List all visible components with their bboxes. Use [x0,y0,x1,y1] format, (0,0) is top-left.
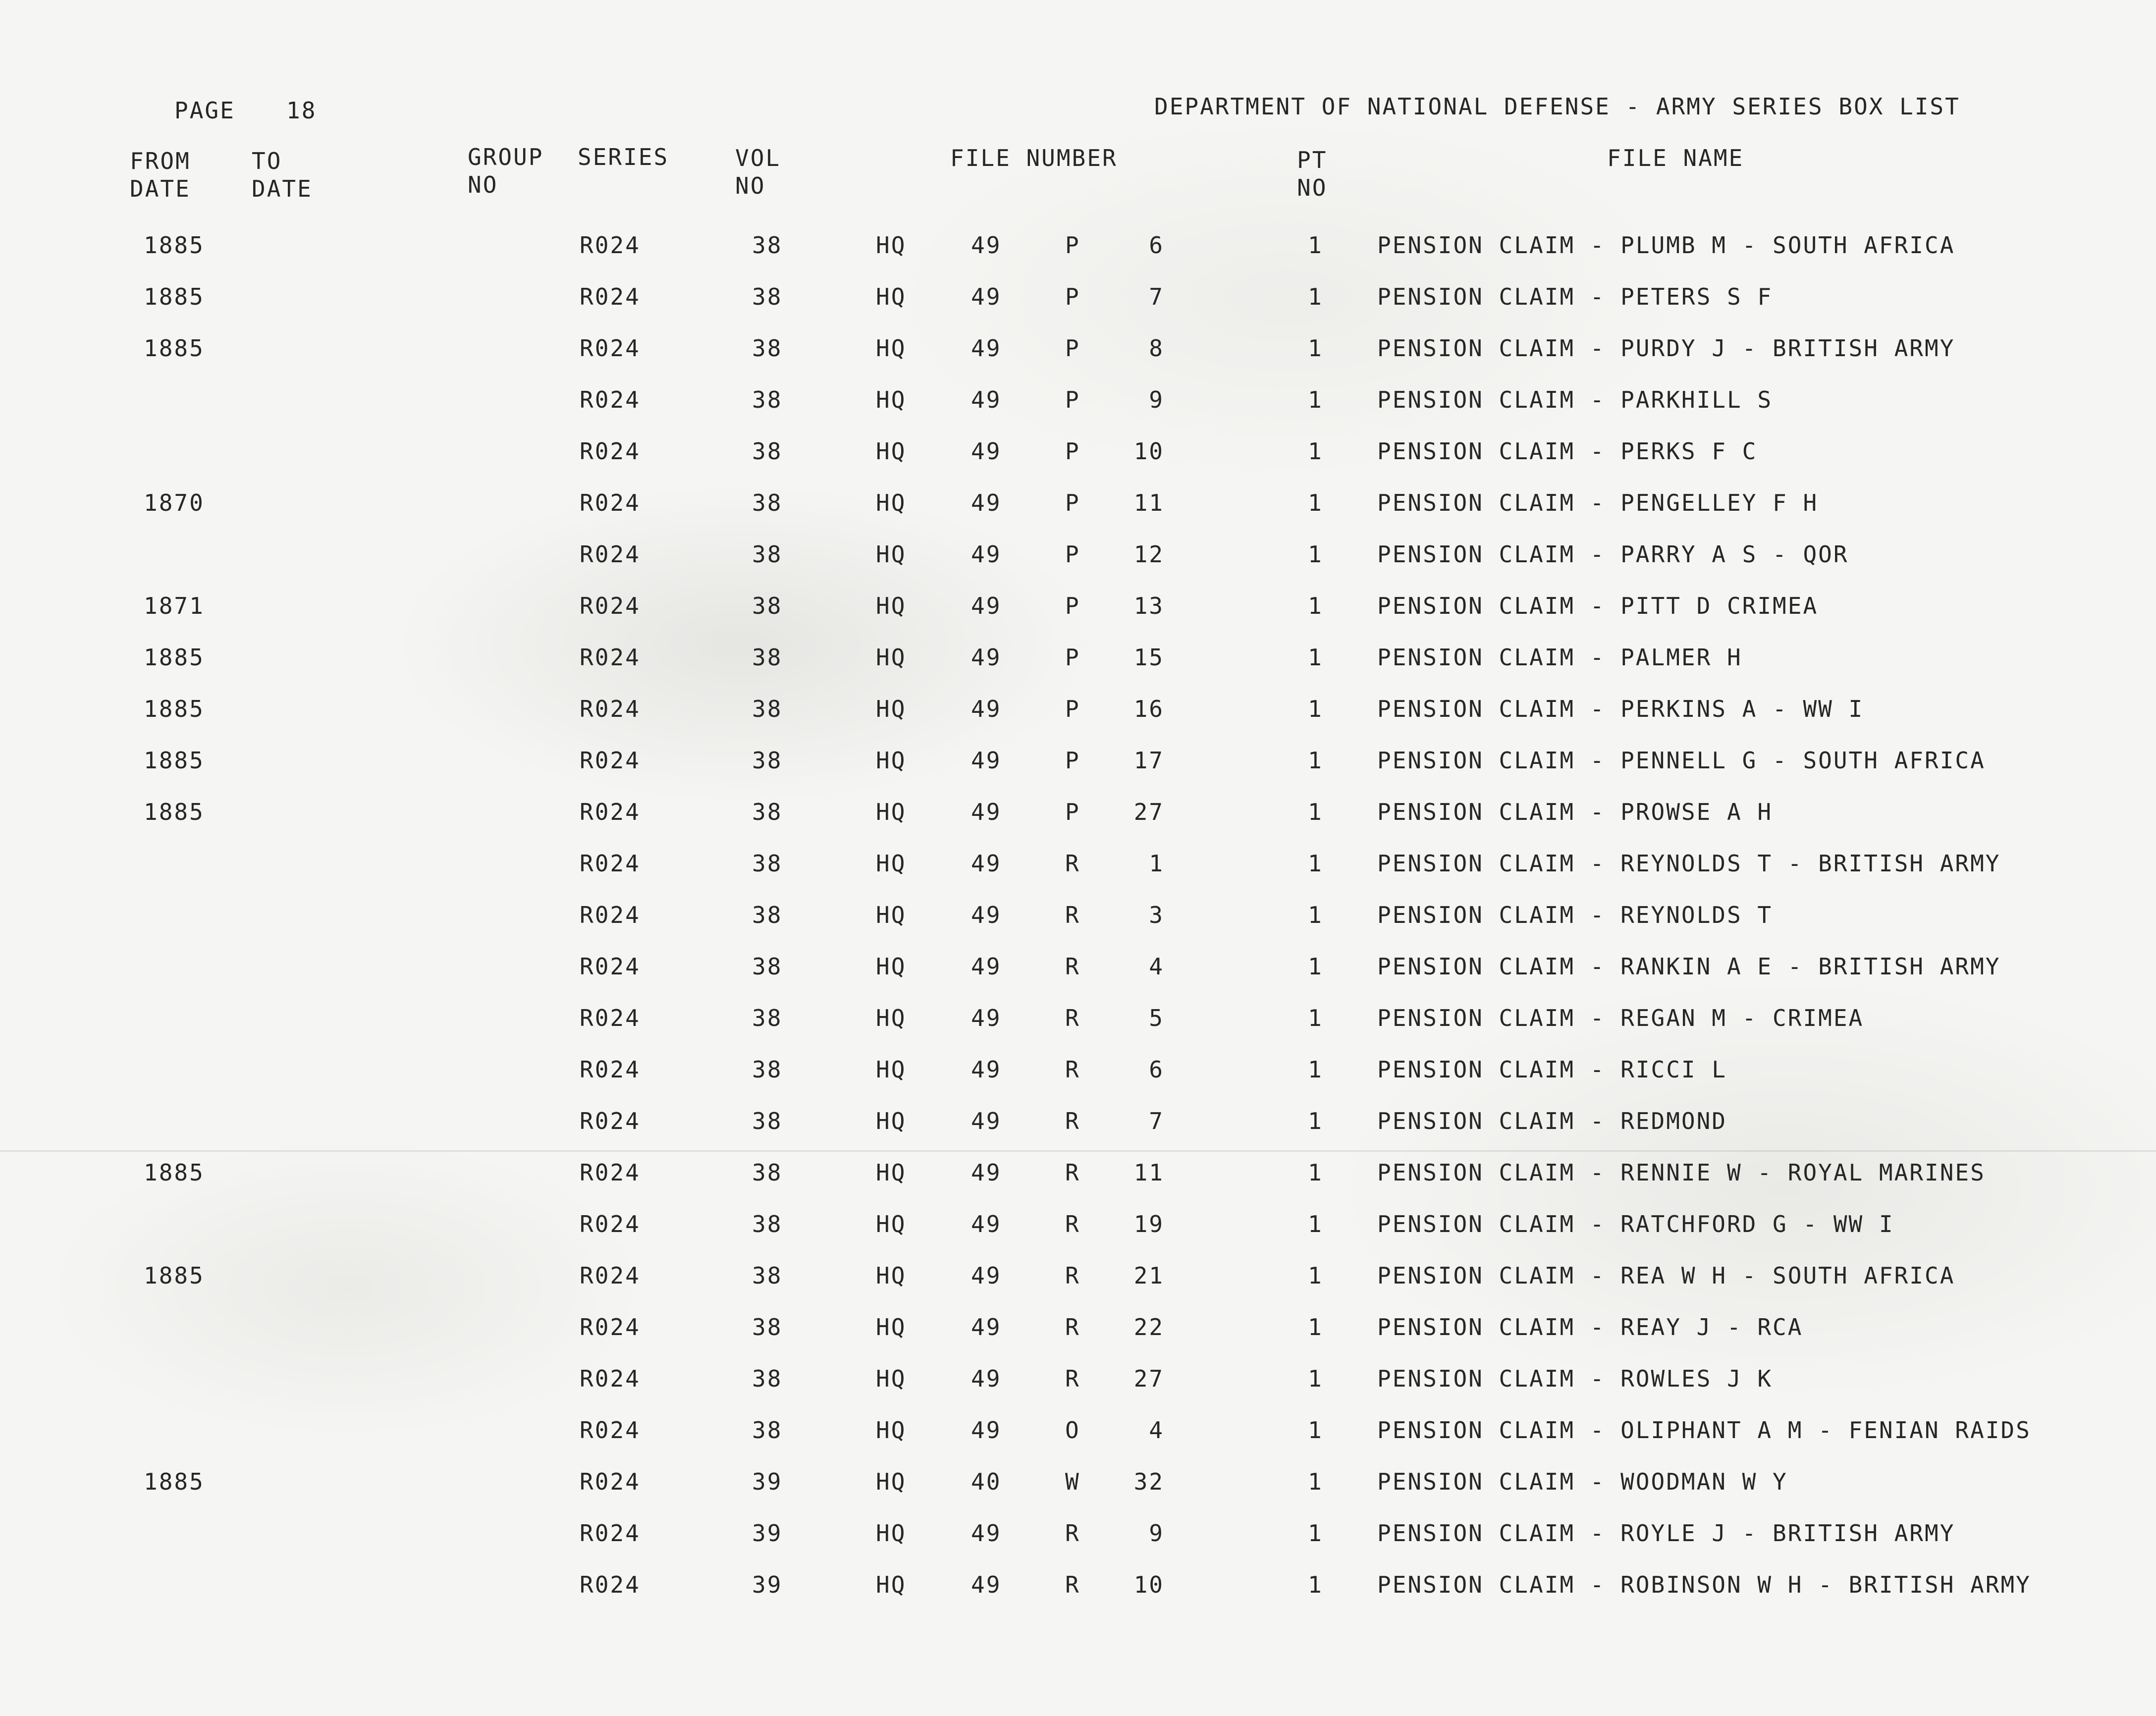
file-name-cell: PENSION CLAIM - WOODMAN W Y [1377,1468,1788,1495]
file-number-prefix-cell: HQ [876,592,907,619]
file-number-sequence-cell: 11 [1133,489,1164,516]
part-number-cell: 1 [1308,1211,1323,1237]
file-number-prefix-cell: HQ [876,696,907,722]
volume-cell: 38 [752,1417,783,1444]
file-name-cell: PENSION CLAIM - PERKINS A - WW I [1377,696,1864,722]
volume-cell: 38 [752,232,783,259]
volume-cell: 38 [752,850,783,877]
volume-cell: 38 [752,438,783,465]
file-number-prefix-cell: HQ [876,953,907,980]
part-number-cell: 1 [1308,489,1323,516]
table-row [0,995,2156,1046]
volume-cell: 38 [752,541,783,568]
column-header-group-no: GROUP NO [468,144,544,198]
file-number-block-cell: 49 [971,953,1002,980]
file-number-block-cell: 49 [971,1211,1002,1237]
table-row [0,1046,2156,1098]
series-cell: R024 [580,1005,641,1031]
volume-cell: 38 [752,386,783,413]
file-name-cell: PENSION CLAIM - REGAN M - CRIMEA [1377,1005,1864,1031]
part-number-cell: 1 [1308,953,1323,980]
file-name-cell: PENSION CLAIM - ROBINSON W H - BRITISH ARMY [1377,1571,2031,1598]
part-number-cell: 1 [1308,1365,1323,1392]
table-row [0,1252,2156,1304]
file-number-sequence-cell: 7 [1149,1108,1164,1134]
file-name-cell: PENSION CLAIM - RANKIN A E - BRITISH ARMY [1377,953,2001,980]
volume-cell: 38 [752,696,783,722]
file-number-prefix-cell: HQ [876,1056,907,1083]
file-name-cell: PENSION CLAIM - PURDY J - BRITISH ARMY [1377,335,1955,362]
volume-cell: 38 [752,1108,783,1134]
file-number-letter-cell: P [1065,541,1080,568]
file-number-block-cell: 49 [971,1056,1002,1083]
series-cell: R024 [580,232,641,259]
volume-cell: 38 [752,283,783,310]
file-name-cell: PENSION CLAIM - PARKHILL S [1377,386,1773,413]
file-name-cell: PENSION CLAIM - REYNOLDS T - BRITISH ARMY [1377,850,2001,877]
series-cell: R024 [580,644,641,671]
part-number-cell: 1 [1308,1108,1323,1134]
column-header-pt-no: PT NO [1297,147,1328,201]
file-number-sequence-cell: 8 [1149,335,1164,362]
file-number-letter-cell: P [1065,386,1080,413]
volume-cell: 38 [752,1262,783,1289]
file-number-prefix-cell: HQ [876,386,907,413]
file-number-sequence-cell: 16 [1133,696,1164,722]
part-number-cell: 1 [1308,850,1323,877]
part-number-cell: 1 [1308,438,1323,465]
table-row [0,480,2156,531]
file-number-prefix-cell: HQ [876,1211,907,1237]
from-date-cell: 1885 [144,799,205,825]
series-cell: R024 [580,1211,641,1237]
table-row [0,1355,2156,1407]
volume-cell: 39 [752,1520,783,1547]
file-number-block-cell: 49 [971,1108,1002,1134]
part-number-cell: 1 [1308,1159,1323,1186]
file-number-prefix-cell: HQ [876,850,907,877]
from-date-cell: 1885 [144,747,205,774]
file-number-sequence-cell: 6 [1149,1056,1164,1083]
volume-cell: 38 [752,335,783,362]
file-number-prefix-cell: HQ [876,1468,907,1495]
file-name-cell: PENSION CLAIM - OLIPHANT A M - FENIAN RAIDS [1377,1417,2031,1444]
series-cell: R024 [580,1108,641,1134]
file-name-cell: PENSION CLAIM - PETERS S F [1377,283,1773,310]
part-number-cell: 1 [1308,1571,1323,1598]
part-number-cell: 1 [1308,1468,1323,1495]
file-number-sequence-cell: 12 [1133,541,1164,568]
file-number-letter-cell: R [1065,953,1080,980]
file-number-letter-cell: O [1065,1417,1080,1444]
table-row [0,943,2156,995]
file-number-letter-cell: R [1065,1520,1080,1547]
file-name-cell: PENSION CLAIM - PALMER H [1377,644,1742,671]
part-number-cell: 1 [1308,696,1323,722]
file-number-block-cell: 40 [971,1468,1002,1495]
file-name-cell: PENSION CLAIM - ROYLE J - BRITISH ARMY [1377,1520,1955,1547]
part-number-cell: 1 [1308,283,1323,310]
file-number-sequence-cell: 3 [1149,902,1164,928]
file-number-sequence-cell: 19 [1133,1211,1164,1237]
page-label: PAGE [174,97,235,124]
file-name-cell: PENSION CLAIM - PERKS F C [1377,438,1758,465]
column-header-vol-no: VOL NO [735,145,781,199]
file-number-letter-cell: R [1065,1314,1080,1341]
file-number-letter-cell: P [1065,438,1080,465]
file-number-sequence-cell: 6 [1149,232,1164,259]
file-number-block-cell: 49 [971,541,1002,568]
file-number-letter-cell: P [1065,489,1080,516]
file-number-sequence-cell: 27 [1133,1365,1164,1392]
table-row [0,634,2156,686]
series-cell: R024 [580,1468,641,1495]
file-number-prefix-cell: HQ [876,1005,907,1031]
file-number-block-cell: 49 [971,696,1002,722]
series-cell: R024 [580,386,641,413]
file-number-sequence-cell: 10 [1133,438,1164,465]
file-number-prefix-cell: HQ [876,335,907,362]
file-number-block-cell: 49 [971,592,1002,619]
series-cell: R024 [580,902,641,928]
series-cell: R024 [580,1571,641,1598]
part-number-cell: 1 [1308,1005,1323,1031]
table-row [0,1510,2156,1561]
file-number-block-cell: 49 [971,232,1002,259]
file-name-cell: PENSION CLAIM - RICCI L [1377,1056,1727,1083]
file-number-letter-cell: R [1065,1262,1080,1289]
file-number-block-cell: 49 [971,799,1002,825]
file-number-sequence-cell: 9 [1149,1520,1164,1547]
file-number-letter-cell: P [1065,592,1080,619]
file-number-block-cell: 49 [971,1262,1002,1289]
file-number-block-cell: 49 [971,1005,1002,1031]
file-number-sequence-cell: 1 [1149,850,1164,877]
table-row [0,1407,2156,1458]
file-number-sequence-cell: 13 [1133,592,1164,619]
series-cell: R024 [580,335,641,362]
file-number-letter-cell: R [1065,1159,1080,1186]
file-number-letter-cell: W [1065,1468,1080,1495]
file-number-prefix-cell: HQ [876,1108,907,1134]
file-number-letter-cell: P [1065,335,1080,362]
series-cell: R024 [580,541,641,568]
file-number-prefix-cell: HQ [876,541,907,568]
series-cell: R024 [580,850,641,877]
file-number-block-cell: 49 [971,1417,1002,1444]
file-name-cell: PENSION CLAIM - PENNELL G - SOUTH AFRICA [1377,747,1986,774]
series-cell: R024 [580,438,641,465]
table-row [0,789,2156,840]
series-cell: R024 [580,489,641,516]
from-date-cell: 1885 [144,283,205,310]
file-number-sequence-cell: 17 [1133,747,1164,774]
series-cell: R024 [580,1314,641,1341]
table-row [0,1561,2156,1613]
part-number-cell: 1 [1308,1417,1323,1444]
file-name-cell: PENSION CLAIM - PENGELLEY F H [1377,489,1819,516]
part-number-cell: 1 [1308,541,1323,568]
part-number-cell: 1 [1308,1314,1323,1341]
column-header-from-date: FROM DATE [130,148,191,202]
volume-cell: 38 [752,644,783,671]
file-number-block-cell: 49 [971,850,1002,877]
from-date-cell: 1885 [144,696,205,722]
file-number-sequence-cell: 11 [1133,1159,1164,1186]
table-row [0,222,2156,273]
file-number-letter-cell: R [1065,1108,1080,1134]
table-row [0,428,2156,480]
volume-cell: 38 [752,592,783,619]
file-number-block-cell: 49 [971,335,1002,362]
table-row [0,273,2156,325]
file-number-block-cell: 49 [971,1365,1002,1392]
page-number: 18 [286,97,317,124]
volume-cell: 38 [752,953,783,980]
from-date-cell: 1885 [144,232,205,259]
file-number-prefix-cell: HQ [876,1159,907,1186]
volume-cell: 38 [752,1365,783,1392]
series-cell: R024 [580,1365,641,1392]
part-number-cell: 1 [1308,386,1323,413]
volume-cell: 38 [752,902,783,928]
file-number-prefix-cell: HQ [876,232,907,259]
file-number-sequence-cell: 5 [1149,1005,1164,1031]
from-date-cell: 1885 [144,1468,205,1495]
part-number-cell: 1 [1308,644,1323,671]
table-row [0,583,2156,634]
file-number-sequence-cell: 7 [1149,283,1164,310]
file-name-cell: PENSION CLAIM - REAY J - RCA [1377,1314,1803,1341]
from-date-cell: 1885 [144,644,205,671]
volume-cell: 38 [752,1159,783,1186]
file-number-prefix-cell: HQ [876,1314,907,1341]
file-number-sequence-cell: 10 [1133,1571,1164,1598]
file-number-letter-cell: P [1065,232,1080,259]
file-number-letter-cell: P [1065,283,1080,310]
file-number-letter-cell: P [1065,644,1080,671]
file-number-block-cell: 49 [971,902,1002,928]
from-date-cell: 1885 [144,1262,205,1289]
file-name-cell: PENSION CLAIM - PARRY A S - QOR [1377,541,1849,568]
file-name-cell: PENSION CLAIM - REDMOND [1377,1108,1727,1134]
file-number-block-cell: 49 [971,438,1002,465]
file-number-prefix-cell: HQ [876,747,907,774]
volume-cell: 38 [752,799,783,825]
table-row [0,1098,2156,1149]
table-row [0,1149,2156,1201]
file-number-letter-cell: R [1065,1365,1080,1392]
document-title: DEPARTMENT OF NATIONAL DEFENSE - ARMY SERIES BOX LIST [1154,93,1960,120]
part-number-cell: 1 [1308,799,1323,825]
series-cell: R024 [580,1417,641,1444]
series-cell: R024 [580,1262,641,1289]
series-cell: R024 [580,1520,641,1547]
file-name-cell: PENSION CLAIM - REYNOLDS T [1377,902,1773,928]
file-name-cell: PENSION CLAIM - PLUMB M - SOUTH AFRICA [1377,232,1955,259]
series-cell: R024 [580,696,641,722]
table-row [0,1304,2156,1355]
file-number-block-cell: 49 [971,489,1002,516]
file-name-cell: PENSION CLAIM - PITT D CRIMEA [1377,592,1819,619]
file-number-letter-cell: R [1065,1056,1080,1083]
volume-cell: 38 [752,1056,783,1083]
table-row [0,325,2156,376]
file-number-sequence-cell: 15 [1133,644,1164,671]
file-number-block-cell: 49 [971,644,1002,671]
file-number-prefix-cell: HQ [876,799,907,825]
file-number-prefix-cell: HQ [876,489,907,516]
column-header-series: SERIES [578,144,669,170]
volume-cell: 38 [752,1211,783,1237]
file-number-letter-cell: P [1065,799,1080,825]
table-row [0,737,2156,789]
from-date-cell: 1885 [144,335,205,362]
file-name-cell: PENSION CLAIM - RATCHFORD G - WW I [1377,1211,1894,1237]
file-number-letter-cell: R [1065,1571,1080,1598]
table-row [0,376,2156,428]
file-number-letter-cell: P [1065,747,1080,774]
file-number-prefix-cell: HQ [876,283,907,310]
volume-cell: 38 [752,489,783,516]
file-number-prefix-cell: HQ [876,644,907,671]
file-name-cell: PENSION CLAIM - PROWSE A H [1377,799,1773,825]
file-name-cell: PENSION CLAIM - REA W H - SOUTH AFRICA [1377,1262,1955,1289]
file-number-block-cell: 49 [971,747,1002,774]
file-number-letter-cell: R [1065,902,1080,928]
file-name-cell: PENSION CLAIM - ROWLES J K [1377,1365,1773,1392]
volume-cell: 38 [752,1005,783,1031]
from-date-cell: 1870 [144,489,205,516]
file-number-prefix-cell: HQ [876,1262,907,1289]
part-number-cell: 1 [1308,1262,1323,1289]
file-number-sequence-cell: 4 [1149,1417,1164,1444]
volume-cell: 39 [752,1571,783,1598]
file-number-prefix-cell: HQ [876,438,907,465]
series-cell: R024 [580,592,641,619]
table-row [0,1458,2156,1510]
part-number-cell: 1 [1308,747,1323,774]
file-number-sequence-cell: 21 [1133,1262,1164,1289]
file-number-letter-cell: R [1065,1005,1080,1031]
volume-cell: 38 [752,747,783,774]
file-number-letter-cell: P [1065,696,1080,722]
column-header-file-name: FILE NAME [1607,145,1744,171]
file-number-sequence-cell: 22 [1133,1314,1164,1341]
part-number-cell: 1 [1308,1520,1323,1547]
file-number-block-cell: 49 [971,1571,1002,1598]
file-number-prefix-cell: HQ [876,902,907,928]
column-header-file-number: FILE NUMBER [950,145,1118,171]
file-number-sequence-cell: 9 [1149,386,1164,413]
file-number-block-cell: 49 [971,1314,1002,1341]
volume-cell: 39 [752,1468,783,1495]
table-row [0,1201,2156,1252]
table-row [0,840,2156,892]
table-row [0,892,2156,943]
file-name-cell: PENSION CLAIM - RENNIE W - ROYAL MARINES [1377,1159,1986,1186]
file-number-prefix-cell: HQ [876,1417,907,1444]
column-header-to-date: TO DATE [252,148,313,202]
file-number-block-cell: 49 [971,1159,1002,1186]
table-row [0,686,2156,737]
part-number-cell: 1 [1308,592,1323,619]
file-number-block-cell: 49 [971,1520,1002,1547]
file-number-prefix-cell: HQ [876,1365,907,1392]
box-list-table [0,222,2156,1613]
part-number-cell: 1 [1308,232,1323,259]
series-cell: R024 [580,953,641,980]
part-number-cell: 1 [1308,1056,1323,1083]
part-number-cell: 1 [1308,902,1323,928]
table-row [0,531,2156,583]
series-cell: R024 [580,799,641,825]
file-number-prefix-cell: HQ [876,1520,907,1547]
file-number-sequence-cell: 4 [1149,953,1164,980]
file-number-letter-cell: R [1065,850,1080,877]
series-cell: R024 [580,1056,641,1083]
series-cell: R024 [580,283,641,310]
from-date-cell: 1885 [144,1159,205,1186]
from-date-cell: 1871 [144,592,205,619]
file-number-block-cell: 49 [971,283,1002,310]
file-number-letter-cell: R [1065,1211,1080,1237]
part-number-cell: 1 [1308,335,1323,362]
series-cell: R024 [580,747,641,774]
series-cell: R024 [580,1159,641,1186]
file-number-sequence-cell: 27 [1133,799,1164,825]
file-number-prefix-cell: HQ [876,1571,907,1598]
file-number-sequence-cell: 32 [1133,1468,1164,1495]
volume-cell: 38 [752,1314,783,1341]
file-number-block-cell: 49 [971,386,1002,413]
